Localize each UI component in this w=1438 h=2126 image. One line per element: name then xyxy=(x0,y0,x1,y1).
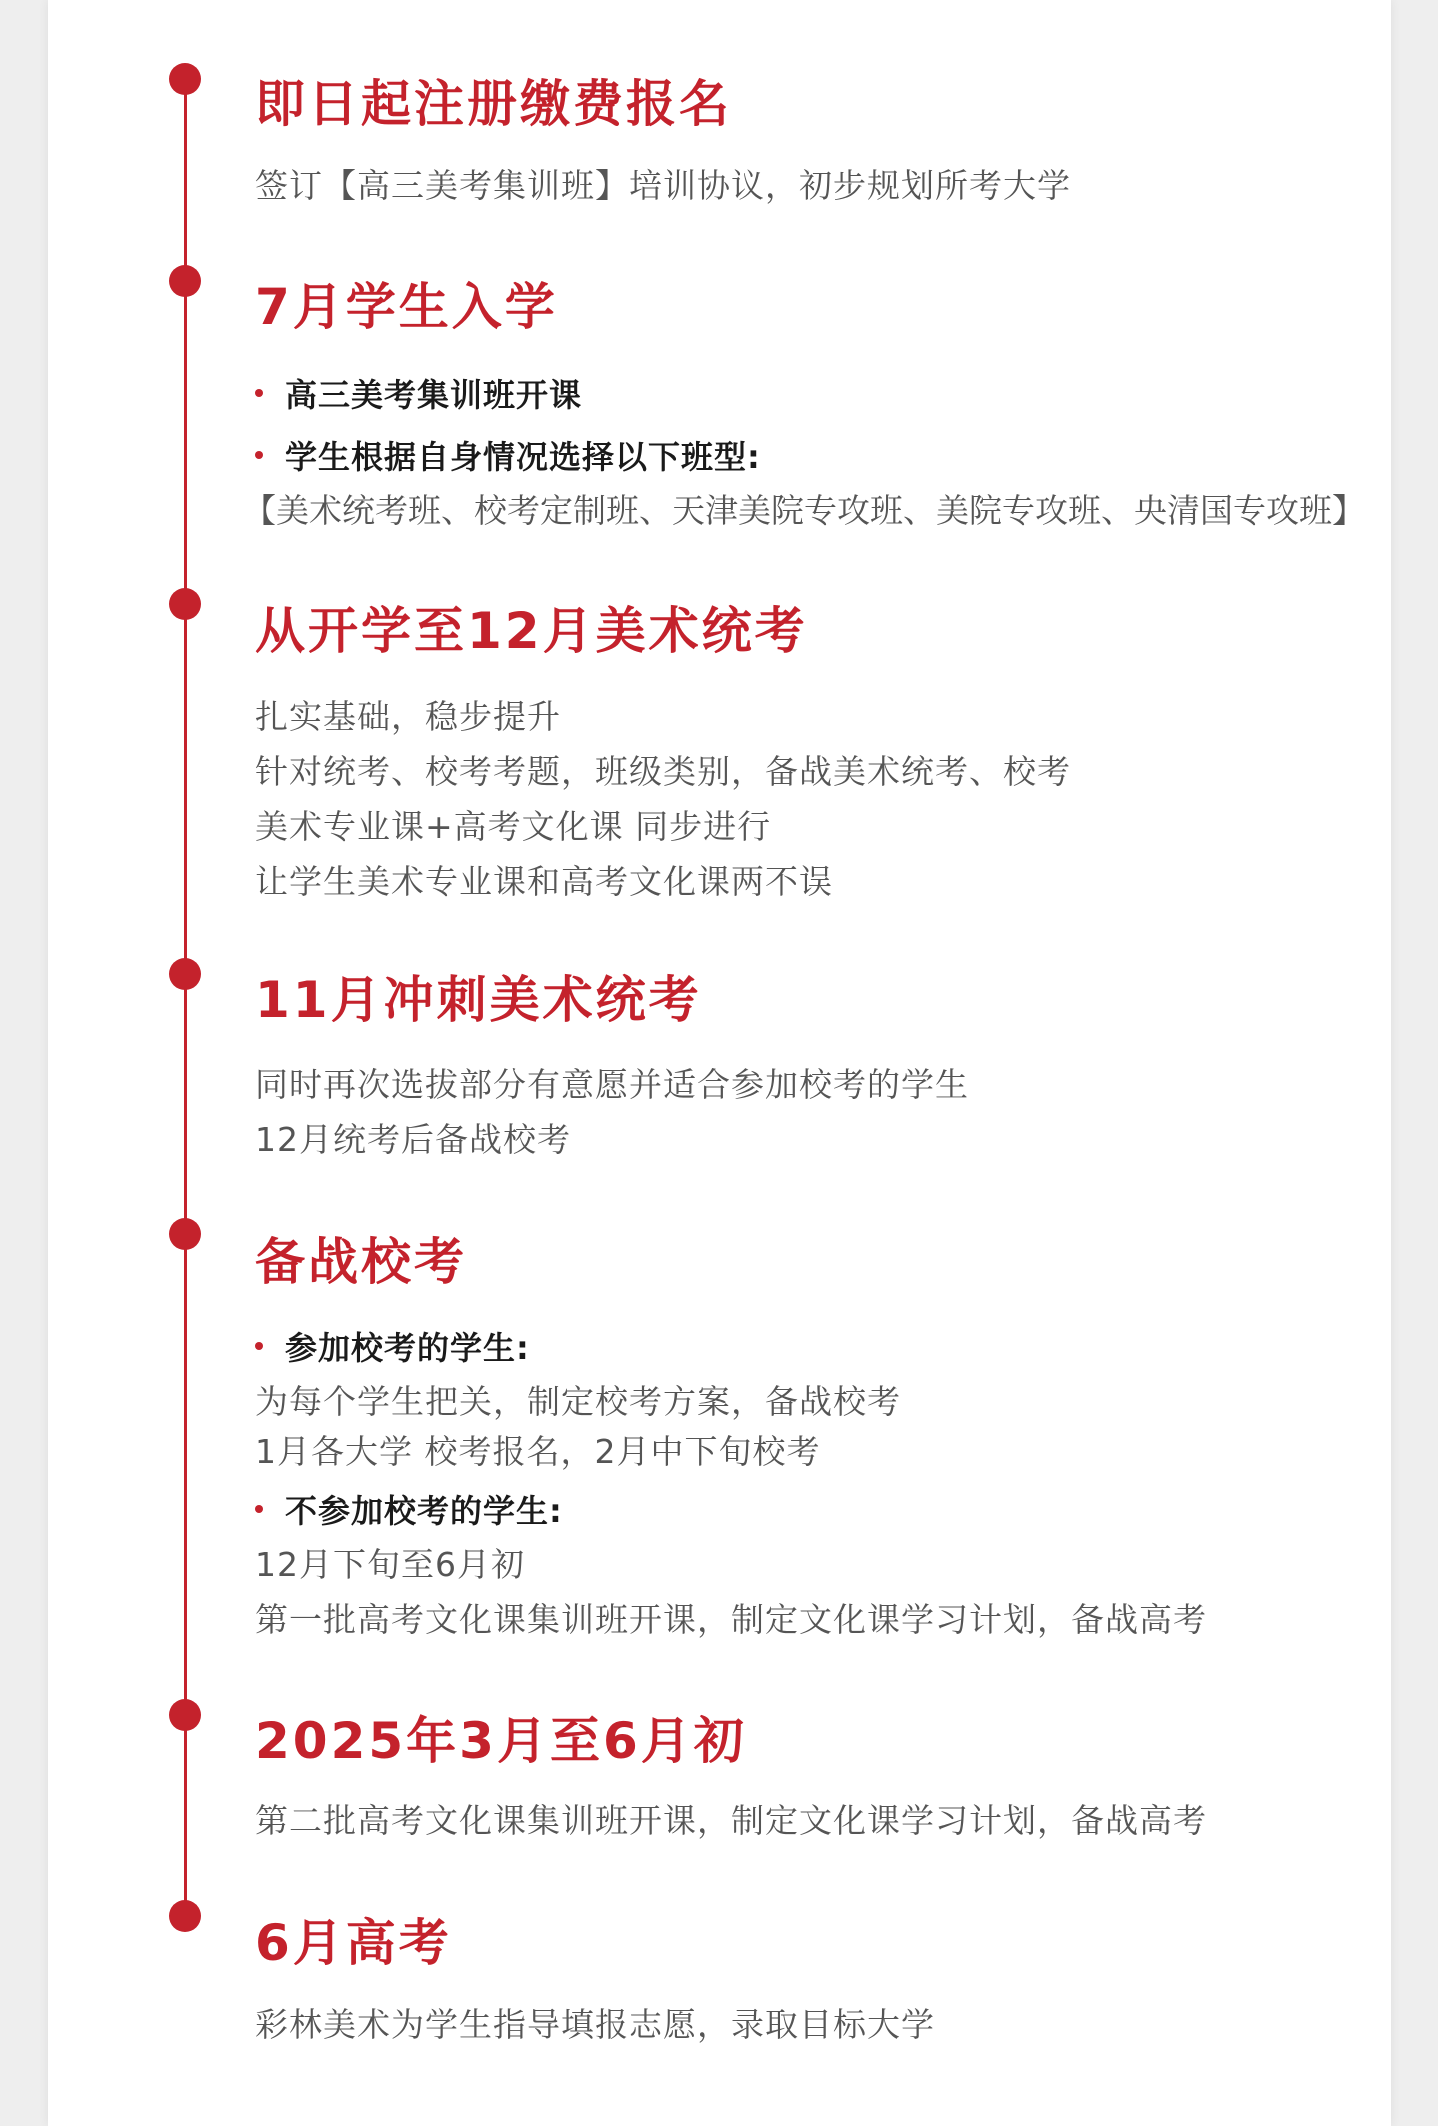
section-text: 12月统考后备战校考 xyxy=(255,1120,571,1159)
timeline-dot xyxy=(169,958,201,990)
bullet-text: 不参加校考的学生: xyxy=(285,1492,563,1530)
timeline-dot xyxy=(169,63,201,95)
section-text: 彩林美术为学生指导填报志愿，录取目标大学 xyxy=(255,2005,935,2044)
section-text: 针对统考、校考考题，班级类别，备战美术统考、校考 xyxy=(255,752,1071,791)
section-text: 12月下旬至6月初 xyxy=(255,1545,525,1584)
section-title: 6月高考 xyxy=(255,1914,452,1972)
timeline-card xyxy=(48,0,1391,2126)
section-text: 1月各大学 校考报名，2月中下旬校考 xyxy=(255,1432,821,1471)
bullet-text: 参加校考的学生: xyxy=(285,1329,530,1367)
section-text: 扎实基础，稳步提升 xyxy=(255,697,561,736)
section-text: 美术专业课+高考文化课 同步进行 xyxy=(255,807,772,846)
section-text: 让学生美术专业课和高考文化课两不误 xyxy=(255,862,833,901)
section-text: 第二批高考文化课集训班开课，制定文化课学习计划，备战高考 xyxy=(255,1801,1207,1840)
bullet-item xyxy=(255,1489,563,1533)
section-title: 2025年3月至6月初 xyxy=(255,1712,747,1770)
bullet-item xyxy=(255,435,761,479)
section-title: 7月学生入学 xyxy=(255,278,558,336)
timeline-dot xyxy=(169,265,201,297)
timeline-dot xyxy=(169,1699,201,1731)
section-text: 为每个学生把关，制定校考方案，备战校考 xyxy=(255,1382,901,1421)
timeline-dot xyxy=(169,1218,201,1250)
bullet-icon xyxy=(255,1505,263,1513)
timeline-dot xyxy=(169,588,201,620)
bullet-item xyxy=(255,1326,530,1370)
section-title: 11月冲刺美术统考 xyxy=(255,971,702,1029)
bullet-text: 学生根据自身情况选择以下班型: xyxy=(285,438,761,476)
section-text: 第一批高考文化课集训班开课，制定文化课学习计划，备战高考 xyxy=(255,1600,1207,1639)
section-text: 签订【高三美考集训班】培训协议，初步规划所考大学 xyxy=(255,166,1071,205)
section-text: 同时再次选拔部分有意愿并适合参加校考的学生 xyxy=(255,1065,969,1104)
bullet-item xyxy=(255,373,582,417)
timeline-line xyxy=(184,78,187,1916)
bullet-icon xyxy=(255,389,263,397)
timeline-dot xyxy=(169,1900,201,1932)
bullet-icon xyxy=(255,451,263,459)
class-type-list: 【美术统考班、校考定制班、天津美院专攻班、美院专攻班、央清国专攻班】 xyxy=(243,491,1365,530)
bullet-icon xyxy=(255,1342,263,1350)
section-title: 从开学至12月美术统考 xyxy=(255,602,808,660)
section-title: 备战校考 xyxy=(255,1233,467,1291)
section-title: 即日起注册缴费报名 xyxy=(255,75,732,133)
bullet-text: 高三美考集训班开课 xyxy=(285,376,583,414)
